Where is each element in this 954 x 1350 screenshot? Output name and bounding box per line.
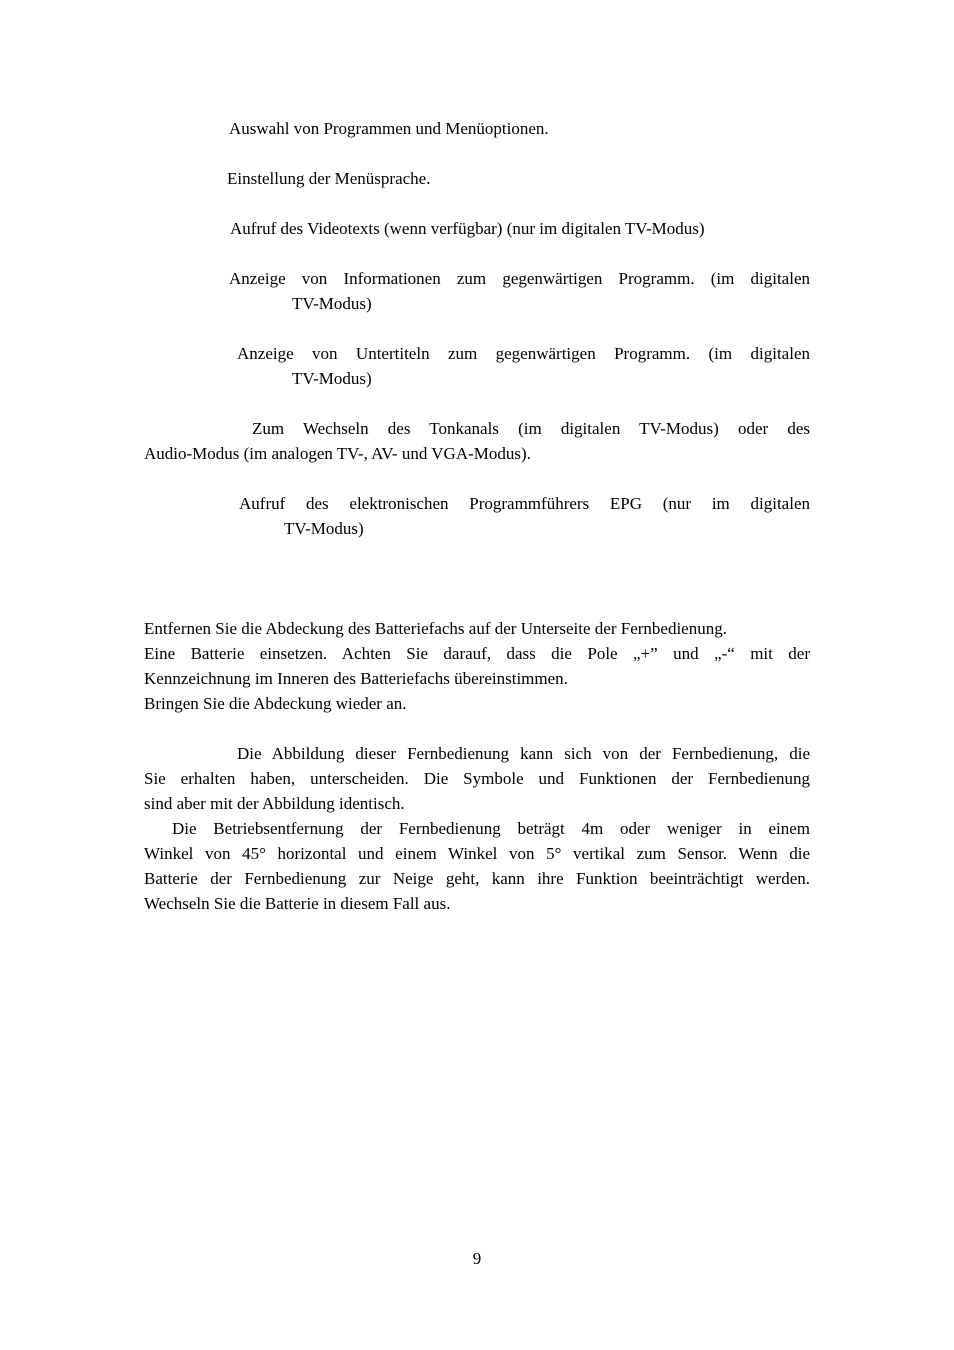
- note-illustration-line1: Die Abbildung dieser Fernbedienung kann sich von der Fernbedienung, die: [237, 744, 810, 763]
- battery-step-remove-cover: Entfernen Sie die Abdeckung des Batteriefachs auf der Unterseite der Fernbedienung.: [144, 619, 727, 638]
- function-epg-line2: TV-Modus): [284, 519, 364, 538]
- function-subtitle-line1: Anzeige von Untertiteln zum gegenwärtigen Programm. (im digitalen: [237, 344, 810, 363]
- battery-step-replace-cover: Bringen Sie die Abdeckung wieder an.: [144, 694, 407, 713]
- function-epg-line1: Aufruf des elektronischen Programmführers EPG (nur im digitalen: [239, 494, 810, 513]
- function-info-line1: Anzeige von Informationen zum gegenwärtigen Programm. (im digitalen: [229, 269, 810, 288]
- note-illustration-line2: Sie erhalten haben, unterscheiden. Die Symbole und Funktionen der Fernbedienung: [144, 769, 810, 788]
- note-range-line4: Wechseln Sie die Batterie in diesem Fall aus.: [144, 894, 451, 913]
- note-range-line3: Batterie der Fernbedienung zur Neige geht, kann ihre Funktion beeinträchtigt werden.: [144, 869, 810, 888]
- function-teletext: Aufruf des Videotexts (wenn verfügbar) (nur im digitalen TV-Modus): [230, 219, 705, 238]
- function-audio-line2: Audio-Modus (im analogen TV-, AV- und VGA-Modus).: [144, 444, 531, 463]
- note-range-line2: Winkel von 45° horizontal und einem Winkel von 5° vertikal zum Sensor. Wenn die: [144, 844, 810, 863]
- function-menu-language: Einstellung der Menüsprache.: [227, 169, 431, 188]
- note-range-line1: Die Betriebsentfernung der Fernbedienung beträgt 4m oder weniger in einem: [172, 819, 810, 838]
- page-number: 9: [472, 1249, 482, 1268]
- note-illustration-line3: sind aber mit der Abbildung identisch.: [144, 794, 405, 813]
- function-program-selection: Auswahl von Programmen und Menüoptionen.: [229, 119, 549, 138]
- battery-step-insert-cont: Kennzeichnung im Inneren des Batteriefachs übereinstimmen.: [144, 669, 568, 688]
- function-subtitle-line2: TV-Modus): [292, 369, 372, 388]
- function-audio-line1: Zum Wechseln des Tonkanals (im digitalen TV-Modus) oder des: [252, 419, 810, 438]
- function-info-line2: TV-Modus): [292, 294, 372, 313]
- battery-step-insert: Eine Batterie einsetzen. Achten Sie darauf, dass die Pole „+” und „-“ mit der: [144, 644, 810, 663]
